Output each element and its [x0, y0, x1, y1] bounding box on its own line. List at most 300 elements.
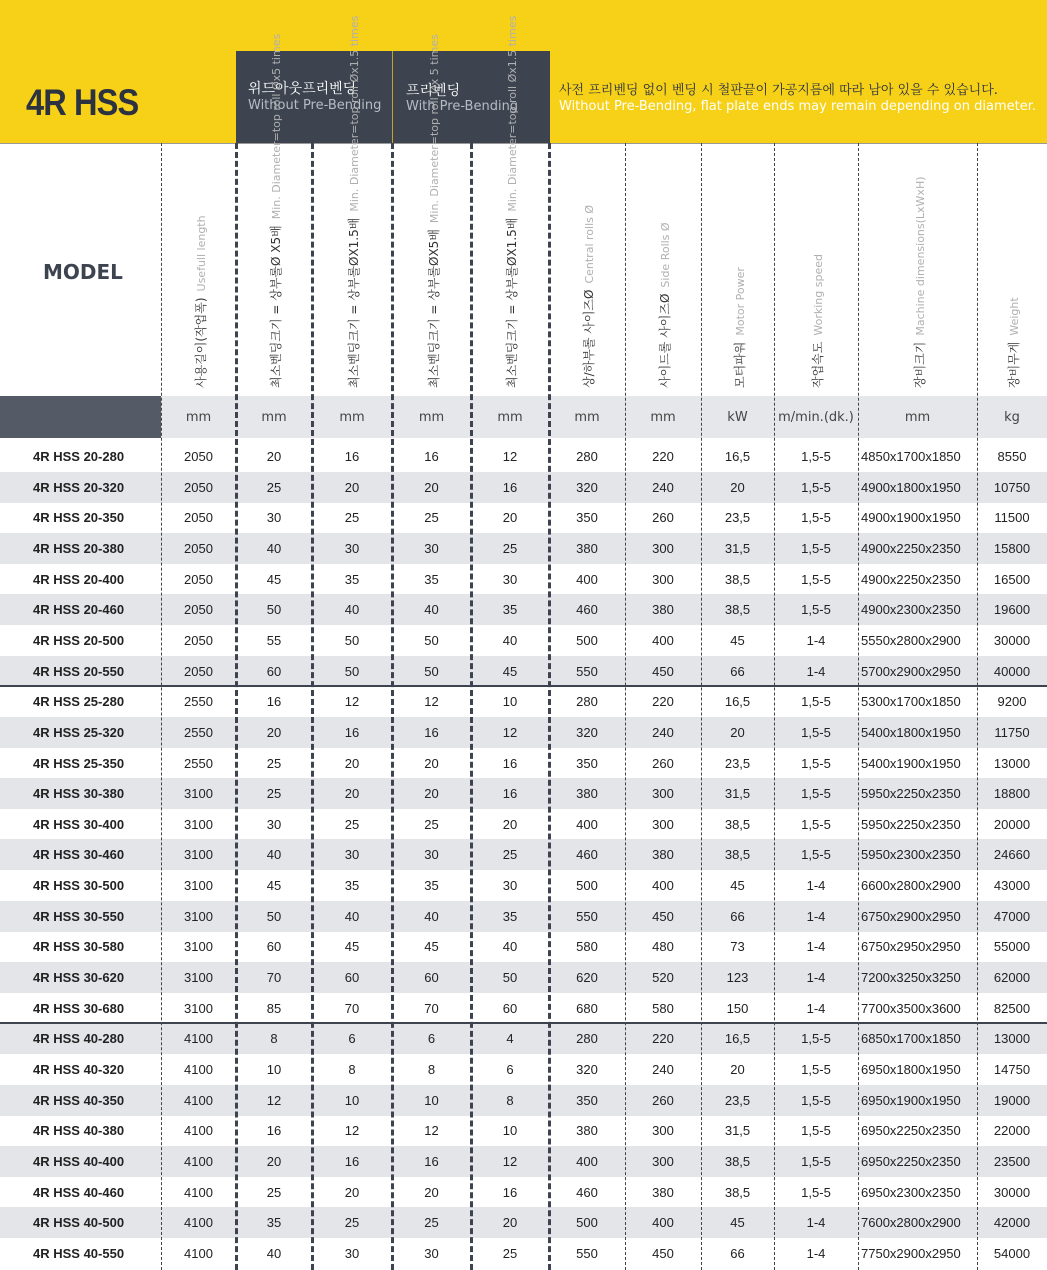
value-cell: 2050 [184, 449, 213, 464]
value-cell: 35 [266, 1215, 282, 1231]
value-cell: 550 [576, 663, 598, 679]
value-cell: 20 [730, 1062, 745, 1077]
table-row [0, 748, 1047, 779]
value-cell: 400 [652, 632, 674, 648]
value-cell: 1-4 [806, 970, 826, 986]
value-cell: 16,5 [724, 694, 751, 710]
value-cell: 20 [344, 786, 360, 802]
value-cell: 550 [576, 908, 598, 924]
value-cell: 45 [730, 878, 745, 894]
column-header-5 [501, 16, 520, 388]
value-cell: 42000 [993, 1215, 1031, 1231]
value-cell: 1,5-5 [801, 1062, 831, 1077]
value-cell: 85 [266, 1000, 282, 1016]
value-cell: 460 [576, 602, 598, 618]
value-cell: 45 [424, 939, 439, 955]
value-cell: 11750 [994, 724, 1030, 740]
table-row [0, 931, 1047, 962]
value-cell: 40 [502, 939, 518, 955]
value-cell: 22000 [993, 1123, 1031, 1139]
value-cell: 20 [424, 755, 439, 771]
column-divider [161, 143, 162, 1270]
value-cell: 50 [424, 632, 439, 648]
dimensions-cell: 7750x2900x2950 [861, 1245, 961, 1261]
value-cell: 18800 [993, 786, 1031, 802]
value-cell: 4100 [184, 1092, 213, 1108]
value-cell: 12 [502, 724, 518, 740]
model-header: MODEL [43, 260, 123, 284]
value-cell: 20 [344, 755, 360, 771]
column-header-ko: 최소벤딩크기 = 상부롤ØX5배 [426, 229, 441, 388]
value-cell: 500 [576, 632, 598, 648]
value-cell: 3100 [184, 970, 213, 986]
value-cell: 350 [576, 1092, 598, 1108]
value-cell: 16 [502, 479, 518, 495]
value-cell: 1,5-5 [801, 1092, 831, 1108]
column-divider [701, 143, 702, 1270]
value-cell: 16 [424, 724, 439, 740]
value-cell: 47000 [993, 908, 1031, 924]
value-cell: 280 [576, 449, 598, 464]
table-row [0, 686, 1047, 717]
table-row [0, 441, 1047, 472]
value-cell: 1,5-5 [801, 1123, 831, 1139]
column-header-en: Min. Diameter=top roll Øx5 times [270, 33, 283, 220]
column-header-en: Working speed [812, 254, 825, 336]
value-cell: 2050 [184, 602, 213, 618]
column-header-3 [343, 16, 362, 388]
value-cell: 35 [344, 571, 360, 587]
value-cell: 23500 [993, 1153, 1031, 1169]
value-cell: 2050 [184, 632, 213, 648]
column-header-9 [807, 254, 826, 388]
value-cell: 60 [502, 1000, 518, 1016]
model-cell: 4R HSS 20-400 [33, 571, 125, 587]
value-cell: 620 [576, 970, 598, 986]
value-cell: 450 [652, 663, 674, 679]
value-cell: 70 [266, 970, 282, 986]
value-cell: 25 [502, 847, 518, 863]
value-cell: 38,5 [724, 571, 751, 587]
value-cell: 40 [344, 602, 360, 618]
value-cell: 1-4 [806, 632, 826, 648]
value-cell: 35 [344, 878, 360, 894]
table-row [0, 625, 1047, 656]
value-cell: 38,5 [724, 1153, 751, 1169]
column-header-2 [265, 34, 284, 388]
value-cell: 4100 [184, 1153, 213, 1169]
value-cell: 43000 [993, 878, 1031, 894]
with-prebending-ko: 프리벤딩 [406, 83, 461, 99]
value-cell: 520 [652, 970, 674, 986]
value-cell: 16 [266, 1123, 282, 1139]
dimensions-cell: 5400x1900x1950 [861, 755, 961, 771]
model-cell: 4R HSS 30-550 [33, 908, 125, 924]
value-cell: 15800 [993, 540, 1031, 556]
value-cell: 35 [502, 602, 518, 618]
dimensions-cell: 6950x2250x2350 [861, 1123, 961, 1139]
value-cell: 2050 [184, 571, 213, 587]
value-cell: 2050 [184, 479, 213, 495]
value-cell: 1-4 [806, 878, 826, 894]
title-band [0, 0, 1047, 143]
column-divider [858, 143, 859, 1270]
value-cell: 35 [502, 908, 518, 924]
value-cell: 400 [576, 1153, 598, 1169]
value-cell: 40 [502, 632, 518, 648]
value-cell: 400 [576, 816, 598, 832]
value-cell: 25 [424, 816, 439, 832]
value-cell: 1,5-5 [801, 816, 831, 832]
value-cell: 50 [344, 632, 360, 648]
column-header-ko: 장비크기 [912, 341, 927, 388]
value-cell: 12 [344, 694, 360, 710]
value-cell: 6 [506, 1062, 514, 1077]
value-cell: 12 [502, 449, 518, 464]
value-cell: 450 [652, 1245, 674, 1261]
column-header-en: Motor Power [733, 267, 747, 336]
value-cell: 20 [266, 1153, 282, 1169]
unit-cell: mm [650, 410, 676, 425]
table-row [0, 1115, 1047, 1146]
value-cell: 40 [266, 847, 282, 863]
column-header-1 [190, 215, 209, 388]
value-cell: 1-4 [806, 1000, 826, 1016]
column-header-8 [729, 267, 748, 388]
value-cell: 8550 [997, 449, 1027, 464]
value-cell: 14750 [993, 1062, 1031, 1077]
value-cell: 20 [730, 724, 745, 740]
column-header-ko: 상/하부롤 사이즈Ø [582, 289, 596, 388]
value-cell: 123 [726, 970, 749, 986]
value-cell: 45 [266, 571, 282, 587]
value-cell: 16 [502, 1184, 518, 1200]
value-cell: 30 [424, 1245, 439, 1261]
value-cell: 500 [576, 1215, 598, 1231]
dimensions-cell: 4900x2250x2350 [861, 571, 961, 587]
value-cell: 45 [730, 632, 745, 648]
dimensions-cell: 4900x2250x2350 [861, 540, 961, 556]
value-cell: 30 [424, 847, 439, 863]
model-cell: 4R HSS 20-280 [33, 449, 125, 464]
model-cell: 4R HSS 40-350 [33, 1092, 125, 1108]
column-header-en: Min. Diameter=top roll Øx1.5 times [348, 15, 361, 212]
value-cell: 10 [424, 1092, 439, 1108]
value-cell: 38,5 [724, 847, 751, 863]
value-cell: 60 [344, 970, 360, 986]
value-cell: 10750 [993, 479, 1031, 495]
column-header-area [0, 143, 1047, 396]
value-cell: 460 [576, 847, 598, 863]
value-cell: 300 [652, 1123, 674, 1139]
model-cell: 4R HSS 30-400 [33, 816, 125, 832]
product-title: 4R HSS [26, 82, 139, 123]
value-cell: 55 [266, 632, 282, 648]
dimensions-cell: 4900x2300x2350 [861, 602, 961, 618]
value-cell: 40 [266, 1245, 282, 1261]
value-cell: 82500 [993, 1000, 1031, 1016]
value-cell: 6 [348, 1031, 356, 1047]
value-cell: 580 [576, 939, 598, 955]
value-cell: 16,5 [724, 449, 751, 464]
note-english: Without Pre-Bending, flat plate ends may remain depending on diameter. [559, 99, 1036, 114]
value-cell: 1-4 [806, 1245, 826, 1261]
value-cell: 680 [576, 1000, 598, 1016]
value-cell: 66 [730, 663, 745, 679]
table-row [0, 778, 1047, 809]
model-cell: 4R HSS 20-550 [33, 663, 125, 679]
table-row [0, 594, 1047, 625]
value-cell: 25 [502, 540, 518, 556]
column-divider [774, 143, 775, 1270]
value-cell: 40 [266, 540, 282, 556]
column-header-en: Min. Diameter=top roll Øx1.5 times [506, 15, 519, 212]
value-cell: 20000 [993, 816, 1031, 832]
value-cell: 16 [266, 694, 282, 710]
value-cell: 150 [726, 1000, 749, 1016]
value-cell: 12 [424, 694, 439, 710]
table-row [0, 1023, 1047, 1054]
value-cell: 8 [506, 1092, 514, 1108]
table-row [0, 1054, 1047, 1085]
column-header-en: Central rolls Ø [583, 204, 596, 284]
value-cell: 12 [424, 1123, 439, 1139]
value-cell: 12 [266, 1092, 282, 1108]
value-cell: 220 [652, 694, 674, 710]
dimensions-cell: 6950x1900x1950 [861, 1092, 961, 1108]
value-cell: 2550 [184, 694, 213, 710]
value-cell: 480 [652, 939, 674, 955]
dimensions-cell: 5550x2800x2900 [861, 632, 961, 648]
column-divider [235, 143, 238, 1270]
model-cell: 4R HSS 20-380 [33, 540, 125, 556]
value-cell: 25 [344, 510, 360, 526]
value-cell: 10 [266, 1062, 282, 1077]
dimensions-cell: 4900x1800x1950 [861, 479, 961, 495]
value-cell: 16 [502, 786, 518, 802]
table-row [0, 1238, 1047, 1269]
value-cell: 4 [506, 1031, 514, 1047]
value-cell: 25 [424, 1215, 439, 1231]
value-cell: 3100 [184, 816, 213, 832]
column-header-en: Usefull length [194, 215, 208, 292]
value-cell: 3100 [184, 847, 213, 863]
value-cell: 30 [502, 878, 518, 894]
value-cell: 66 [730, 908, 745, 924]
dimensions-cell: 7200x3250x3250 [861, 970, 961, 986]
value-cell: 50 [266, 602, 282, 618]
value-cell: 73 [730, 939, 745, 955]
value-cell: 66 [730, 1245, 745, 1261]
value-cell: 10 [502, 1123, 518, 1139]
dimensions-cell: 6750x2950x2950 [861, 939, 961, 955]
value-cell: 300 [652, 1153, 674, 1169]
value-cell: 220 [652, 449, 674, 464]
column-header-ko: 사이드롤 사이즈Ø [658, 293, 672, 388]
value-cell: 30 [344, 847, 360, 863]
model-cell: 4R HSS 30-500 [33, 878, 125, 894]
value-cell: 20 [730, 479, 745, 495]
value-cell: 2050 [184, 510, 213, 526]
value-cell: 45 [502, 663, 518, 679]
value-cell: 300 [652, 786, 674, 802]
value-cell: 11500 [994, 510, 1030, 526]
value-cell: 16500 [993, 571, 1031, 587]
value-cell: 23,5 [724, 510, 751, 526]
value-cell: 1,5-5 [801, 847, 831, 863]
column-header-7 [654, 222, 673, 388]
value-cell: 25 [424, 510, 439, 526]
column-header-11 [1003, 297, 1022, 388]
value-cell: 300 [652, 571, 674, 587]
value-cell: 35 [424, 878, 439, 894]
dimensions-cell: 5400x1800x1950 [861, 724, 961, 740]
table-row [0, 1207, 1047, 1238]
value-cell: 54000 [993, 1245, 1031, 1261]
value-cell: 30000 [993, 632, 1031, 648]
value-cell: 1,5-5 [801, 786, 831, 802]
value-cell: 320 [576, 724, 598, 740]
table-row [0, 1085, 1047, 1116]
value-cell: 1,5-5 [801, 449, 831, 464]
value-cell: 450 [652, 908, 674, 924]
value-cell: 20 [344, 479, 360, 495]
value-cell: 2050 [184, 663, 213, 679]
unit-cell: kg [1004, 410, 1020, 425]
table-row [0, 1146, 1047, 1177]
column-divider [625, 143, 626, 1270]
value-cell: 1,5-5 [801, 602, 831, 618]
value-cell: 1,5-5 [801, 571, 831, 587]
dimensions-cell: 5950x2250x2350 [861, 816, 961, 832]
value-cell: 1,5-5 [801, 694, 831, 710]
value-cell: 10 [344, 1092, 360, 1108]
value-cell: 16,5 [724, 1031, 751, 1047]
value-cell: 16 [424, 1153, 439, 1169]
unit-cell: mm [261, 410, 287, 425]
value-cell: 1,5-5 [801, 724, 831, 740]
value-cell: 30000 [993, 1184, 1031, 1200]
value-cell: 19600 [993, 602, 1031, 618]
value-cell: 40 [424, 602, 439, 618]
value-cell: 25 [266, 1184, 282, 1200]
value-cell: 1,5-5 [801, 755, 831, 771]
value-cell: 3100 [184, 878, 213, 894]
value-cell: 20 [502, 510, 518, 526]
value-cell: 10 [502, 694, 518, 710]
value-cell: 240 [652, 724, 674, 740]
model-cell: 4R HSS 40-460 [33, 1184, 125, 1200]
value-cell: 70 [344, 1000, 360, 1016]
value-cell: 45 [266, 878, 282, 894]
value-cell: 38,5 [724, 602, 751, 618]
value-cell: 380 [576, 1123, 598, 1139]
value-cell: 400 [652, 1215, 674, 1231]
column-header-en: Min. Diameter=top roll Øx 5 times [427, 34, 441, 224]
value-cell: 380 [652, 847, 674, 863]
model-cell: 4R HSS 40-320 [33, 1062, 125, 1077]
value-cell: 20 [424, 479, 439, 495]
model-cell: 4R HSS 25-320 [33, 724, 125, 740]
value-cell: 6 [427, 1031, 436, 1047]
value-cell: 320 [576, 1062, 598, 1077]
column-header-ko: 최소벤딩크기 = 상부롤ØX1.5배 [505, 217, 519, 388]
value-cell: 30 [502, 571, 518, 587]
value-cell: 550 [576, 1245, 598, 1261]
value-cell: 8 [348, 1062, 356, 1077]
value-cell: 40000 [993, 663, 1031, 679]
value-cell: 20 [344, 1184, 360, 1200]
value-cell: 4100 [184, 1215, 213, 1231]
model-cell: 4R HSS 25-280 [33, 694, 125, 710]
unit-cell: mm [185, 410, 212, 425]
value-cell: 30 [344, 540, 360, 556]
value-cell: 1,5-5 [801, 479, 831, 495]
value-cell: 31,5 [724, 786, 751, 802]
model-cell: 4R HSS 40-280 [33, 1031, 125, 1047]
column-divider [470, 143, 473, 1270]
table-row [0, 656, 1047, 687]
table-row [0, 564, 1047, 595]
value-cell: 16 [344, 1153, 360, 1169]
value-cell: 16 [344, 724, 360, 740]
value-cell: 260 [652, 510, 674, 526]
dimensions-cell: 5700x2900x2950 [861, 663, 961, 679]
model-cell: 4R HSS 40-500 [33, 1215, 125, 1231]
value-cell: 20 [502, 1215, 518, 1231]
model-cell: 4R HSS 30-580 [33, 939, 125, 955]
value-cell: 380 [576, 540, 598, 556]
dimensions-cell: 5950x2250x2350 [861, 786, 961, 802]
without-prebending-header [236, 51, 392, 143]
value-cell: 260 [652, 1092, 674, 1108]
model-cell: 4R HSS 20-460 [33, 602, 125, 618]
value-cell: 60 [266, 939, 282, 955]
value-cell: 12 [344, 1123, 360, 1139]
table-row [0, 472, 1047, 503]
note-korean: 사전 프리벤딩 없이 벤딩 시 철판끝이 가공지름에 따라 남아 있을 수 있습니다. [559, 83, 998, 98]
column-header-en: Weight [1008, 297, 1021, 336]
value-cell: 280 [576, 694, 598, 710]
without-prebending-ko: 위드아웃프리벤딩 [248, 81, 357, 97]
value-cell: 240 [652, 1062, 674, 1077]
unit-cell: mm [418, 410, 445, 425]
value-cell: 25 [344, 1215, 360, 1231]
column-header-en: Machine dimensions(LxWxH) [913, 176, 927, 336]
value-cell: 30 [424, 540, 439, 556]
value-cell: 4100 [184, 1031, 213, 1047]
value-cell: 20 [266, 449, 282, 464]
value-cell: 380 [652, 1184, 674, 1200]
value-cell: 1,5-5 [801, 1184, 831, 1200]
value-cell: 500 [576, 878, 598, 894]
model-cell: 4R HSS 20-500 [33, 632, 125, 648]
model-cell: 4R HSS 30-620 [33, 970, 125, 986]
dimensions-cell: 4850x1700x1850 [861, 449, 961, 464]
value-cell: 4100 [184, 1123, 213, 1139]
column-header-ko: 최소벤딩크기 = 상부롤Ø X5배 [269, 225, 283, 388]
value-cell: 12 [502, 1153, 518, 1169]
value-cell: 1,5-5 [801, 510, 831, 526]
value-cell: 8 [270, 1031, 278, 1047]
value-cell: 3100 [184, 908, 213, 924]
unit-row [0, 396, 1047, 438]
value-cell: 25 [266, 755, 282, 771]
model-cell: 4R HSS 40-380 [33, 1123, 125, 1139]
unit-cell: kW [727, 410, 748, 425]
value-cell: 50 [344, 663, 360, 679]
value-cell: 4100 [184, 1062, 213, 1077]
